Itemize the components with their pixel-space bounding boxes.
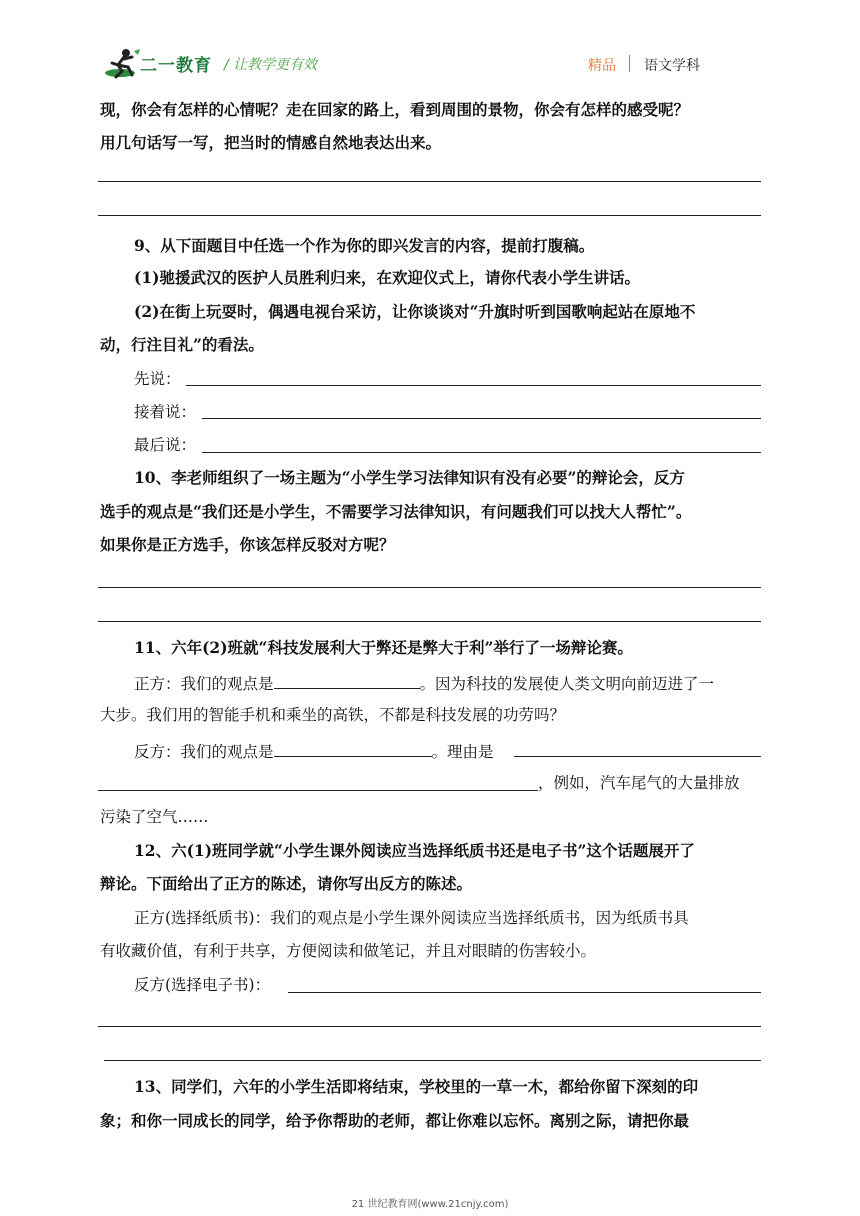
q12-line-2: 辩论。下面给出了正方的陈述，请你写出反方的陈述。 xyxy=(100,874,473,893)
q12-con-label: 反方(选择电子书)： xyxy=(134,976,271,994)
fill-blank[interactable] xyxy=(274,672,420,689)
q12-line-1: 12、六(1)班同学就“小学生课外阅读应当选择纸质书还是电子书”这个话题展开了 xyxy=(134,841,695,860)
answer-line[interactable] xyxy=(514,756,761,757)
q11-pro-line-2: 大步。我们用的智能手机和乘坐的高铁，不都是科技发展的功劳吗？ xyxy=(100,706,566,724)
q11-con-example: ，例如，汽车尾气的大量排放 xyxy=(538,774,740,792)
page-header xyxy=(0,0,860,90)
answer-line[interactable] xyxy=(98,587,761,588)
q9-title: 9、从下面题目中任选一个作为你的即兴发言的内容，提前打腹稿。 xyxy=(134,236,595,255)
q10-line-1: 10、李老师组织了一场主题为“小学生学习法律知识有没有必要”的辩论会，反方 xyxy=(134,468,685,487)
subject-tag: 语文学科 xyxy=(644,58,700,74)
answer-line[interactable] xyxy=(202,452,761,453)
q9-option-2-line-2: 动，行注目礼”的看法。 xyxy=(100,335,264,354)
q13-line-1: 13、同学们，六年的小学生活即将结束，学校里的一草一木，都给你留下深刻的印 xyxy=(134,1077,699,1096)
answer-line[interactable] xyxy=(288,992,761,993)
logo-text: 二一教育 xyxy=(140,56,212,76)
answer-line[interactable] xyxy=(186,385,761,386)
answer-line[interactable] xyxy=(98,215,761,216)
answer-line[interactable] xyxy=(98,181,761,182)
fill-blank[interactable] xyxy=(274,740,432,757)
answer-line[interactable] xyxy=(98,790,538,791)
q9-option-2-line-1: (2)在街上玩耍时，偶遇电视台采访，让你谈谈对“升旗时听到国歌响起站在原地不 xyxy=(134,302,696,321)
q12-pro-line-1: 正方(选择纸质书)：我们的观点是小学生课外阅读应当选择纸质书，因为纸质书具 xyxy=(134,909,689,927)
q11-con-reason-label: 。理由是 xyxy=(431,743,494,761)
header-divider xyxy=(629,55,630,72)
answer-line[interactable] xyxy=(202,418,761,419)
slogan: / 让教学更有效 xyxy=(224,57,318,73)
answer-line[interactable] xyxy=(98,621,761,622)
q9-next-label: 接着说： xyxy=(134,403,197,421)
q9-first-label: 先说： xyxy=(134,370,181,388)
q8-line-1: 现，你会有怎样的心情呢？走在回家的路上，看到周围的景物，你会有怎样的感受呢？ xyxy=(100,100,690,119)
q10-line-3: 如果你是正方选手，你该怎样反驳对方呢？ xyxy=(100,535,395,554)
q10-line-2: 选手的观点是“我们还是小学生，不需要学习法律知识，有问题我们可以找大人帮忙”。 xyxy=(100,502,692,521)
q11-pro-reason: 。因为科技的发展使人类文明向前迈进了一 xyxy=(419,675,715,693)
q9-option-1: (1)驰援武汉的医护人员胜利归来，在欢迎仪式上，请你代表小学生讲话。 xyxy=(134,268,640,287)
q11-con-label: 反方：我们的观点是 xyxy=(134,743,274,761)
q11-con-line-1 xyxy=(134,740,494,762)
answer-line[interactable] xyxy=(104,1060,761,1061)
premium-tag: 精品 xyxy=(588,58,616,74)
q11-pro-line-1 xyxy=(134,672,714,694)
page-footer: 21 世纪教育网(www.21cnjy.com) xyxy=(351,1199,509,1210)
answer-line[interactable] xyxy=(98,1026,761,1027)
q13-line-2: 象；和你一同成长的同学，给予你帮助的老师，都让你难以忘怀。离别之际，请把你最 xyxy=(100,1111,690,1130)
q11-con-line-3: 污染了空气…… xyxy=(100,808,209,826)
q11-title: 11、六年(2)班就“科技发展利大于弊还是弊大于利”举行了一场辩论赛。 xyxy=(134,638,633,657)
q9-last-label: 最后说： xyxy=(134,436,197,454)
q11-pro-label: 正方：我们的观点是 xyxy=(134,675,274,693)
q12-pro-line-2: 有收藏价值，有利于共享，方便阅读和做笔记，并且对眼睛的伤害较小。 xyxy=(100,942,597,960)
q8-line-2: 用几句话写一写，把当时的情感自然地表达出来。 xyxy=(100,133,442,152)
